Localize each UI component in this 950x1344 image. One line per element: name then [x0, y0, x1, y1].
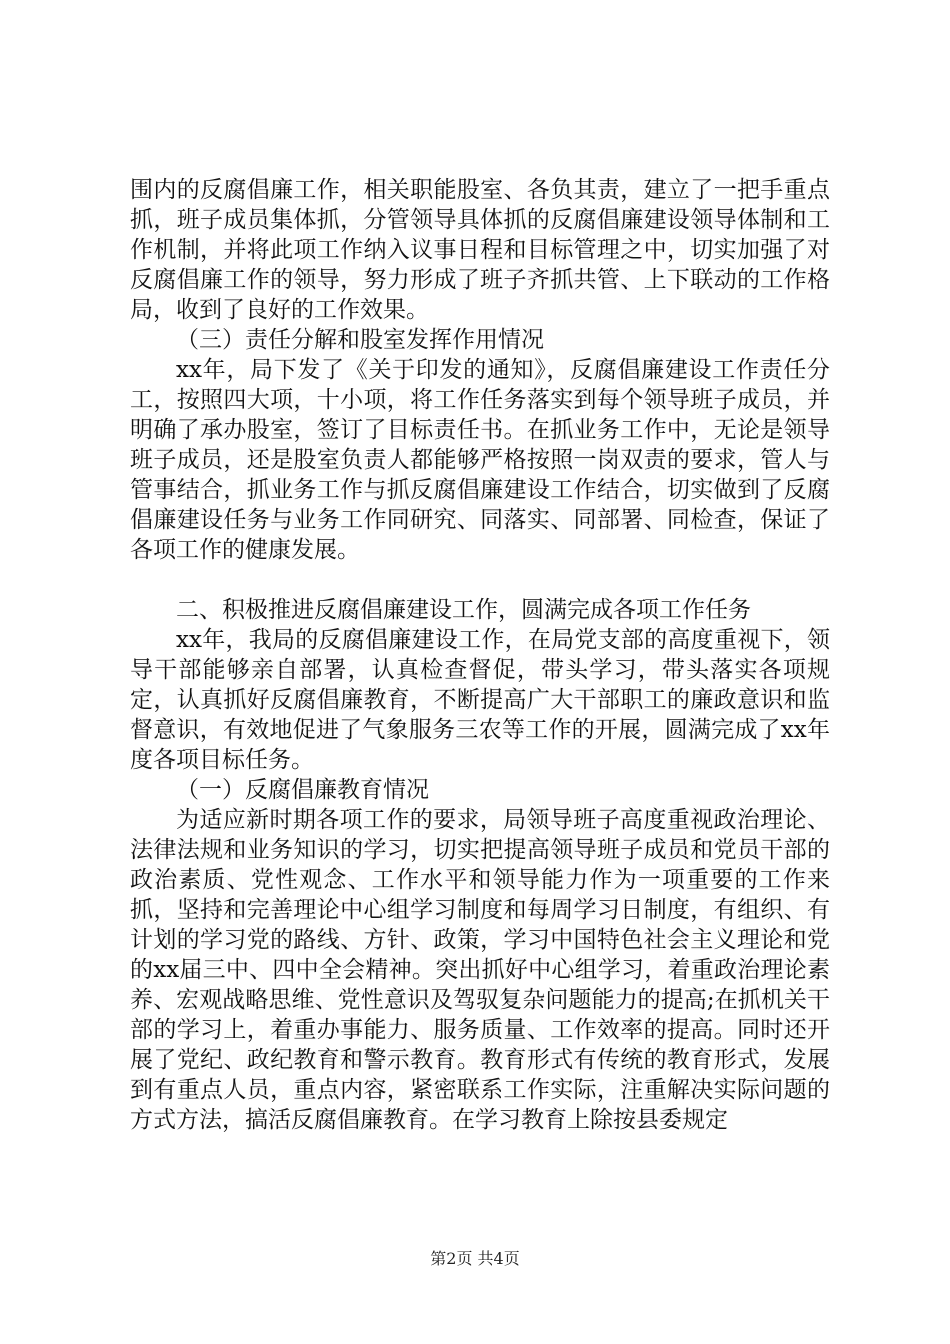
paragraph-responsibility: xx年，局下发了《关于印发的通知》，反腐倡廉建设工作责任分工，按照四大项，十小项，将工作任务落实到每个领导班子成员，并明确了承办股室，签订了目标责任书。在抓业务工作中，无论是领导班子成员，还是股室负责人都能够严格按照一岗双责的要求，管人与管事结合，抓业务工作与抓反腐倡廉建设工作结合，切实做到了反腐倡廉建设任务与业务工作同研究、同落实、同部署、同检查，保证了各项工作的健康发展。: [130, 357, 830, 563]
subheading-education: （一）反腐倡廉教育情况: [176, 777, 429, 803]
paragraph-section-two: xx年，我局的反腐倡廉建设工作，在局党支部的高度重视下，领导干部能够亲自部署，认真检查督促，带头学习，带头落实各项规定，认真抓好反腐倡廉教育，不断提高广大干部职工的廉政意识和监督意识，有效地促进了气象服务三农等工作的开展，圆满完成了xx年度各项目标任务。: [130, 627, 830, 773]
section-heading-two: 二、积极推进反腐倡廉建设工作，圆满完成各项工作任务: [176, 597, 751, 623]
paragraph-gap: [130, 565, 830, 595]
paragraph-education: 为适应新时期各项工作的要求，局领导班子高度重视政治理论、法律法规和业务知识的学习，切实把提高领导班子成员和党员干部的政治素质、党性观念、工作水平和领导能力作为一项重要的工作来抓，坚持和完善理论中心组学习制度和每周学习日制度，有组织、有计划的学习党的路线、方针、政策，学习中国特色社会主义理论和党的xx届三中、四中全会精神。突出抓好中心组学习，着重政治理论素养、宏观战略思维、党性意识及驾驭复杂问题能力的提高;在抓机关干部的学习上，着重办事能力、服务质量、工作效率的提高。同时还开展了党纪、政纪教育和警示教育。教育形式有传统的教育形式，发展到有重点人员，重点内容，紧密联系工作实际，注重解决实际问题的方式方法，搞活反腐倡廉教育。在学习教育上除按县委规定: [130, 807, 830, 1133]
page-number-footer: 第2页 共4页: [430, 1249, 520, 1268]
subheading-responsibility: （三）责任分解和股室发挥作用情况: [176, 327, 544, 353]
paragraph-continuation: 围内的反腐倡廉工作，相关职能股室、各负其责，建立了一把手重点抓，班子成员集体抓，分管领导具体抓的反腐倡廉建设领导体制和工作机制，并将此项工作纳入议事日程和目标管理之中，切实加强了对反腐倡廉工作的领导，努力形成了班子齐抓共管、上下联动的工作格局，收到了良好的工作效果。: [130, 177, 830, 323]
document-body: [130, 175, 830, 1135]
